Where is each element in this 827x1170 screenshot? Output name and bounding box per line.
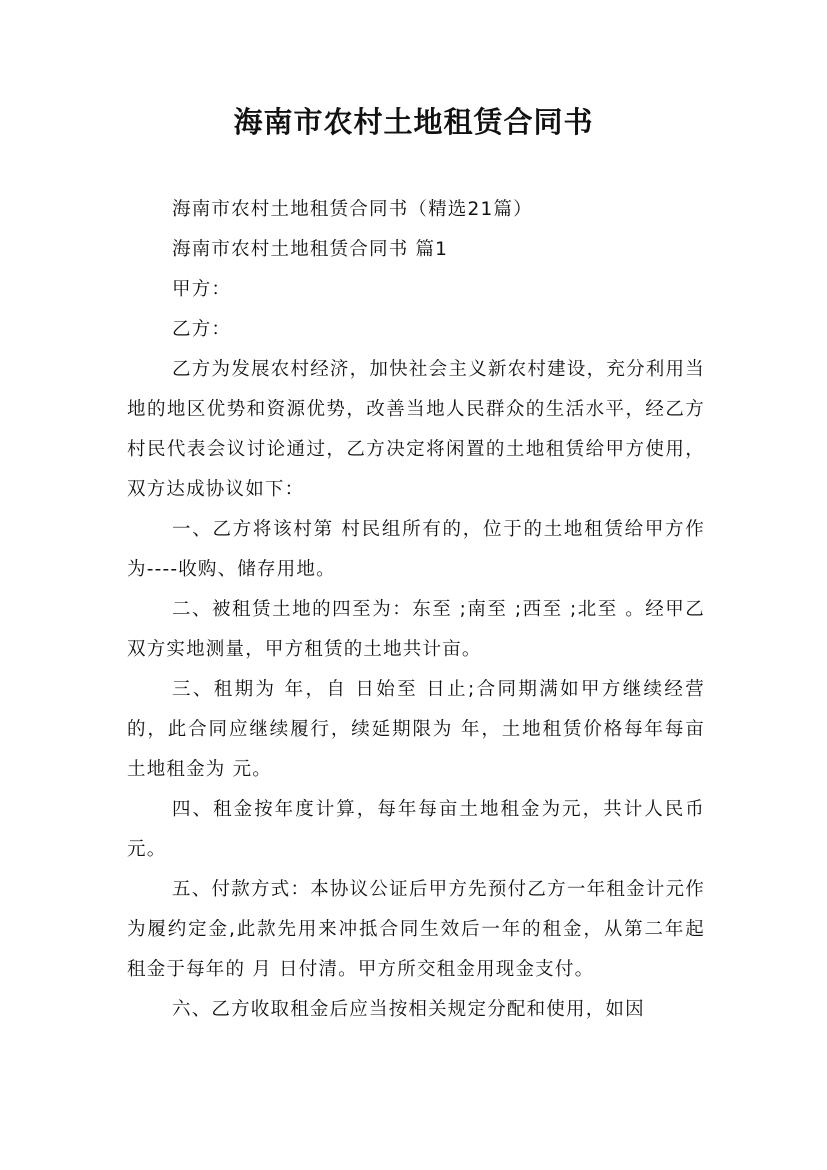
clause-1: 一、乙方将该村第 村民组所有的，位于的土地租赁给甲方作为----收购、储存用地。: [127, 519, 705, 580]
document-body: [127, 190, 705, 1030]
clause-5: 五、付款方式：本协议公证后甲方先预付乙方一年租金计元作为履约定金,此款先用来冲抵合同生效后一年的租金，从第二年起租金于每年的 月 日付清。甲方所交租金用现金支付。: [127, 879, 705, 980]
section-heading: 海南市农村土地租赁合同书 篇1: [172, 239, 449, 260]
subtitle-paragraph: 海南市农村土地租赁合同书（精选21篇）: [172, 199, 533, 220]
clause-6: 六、乙方收取租金后应当按相关规定分配和使用，如因: [172, 999, 645, 1020]
party-b-line: 乙方：: [172, 319, 232, 340]
clause-4: 四、租金按年度计算，每年每亩土地租金为元，共计人民币 元。: [127, 799, 705, 860]
clause-2: 二、被租赁土地的四至为：东至 ;南至 ;西至 ;北至 。经甲乙双方实地测量，甲方租赁的土地共计亩。: [127, 599, 705, 660]
document-title: 海南市农村土地租赁合同书: [233, 105, 594, 139]
preamble-paragraph: 乙方为发展农村经济，加快社会主义新农村建设，充分利用当地的地区优势和资源优势，改善当地人民群众的生活水平，经乙方村民代表会议讨论通过，乙方决定将闲置的土地租赁给甲方使用，双方达成协议如下：: [127, 359, 705, 500]
clause-3: 三、租期为 年，自 日始至 日止;合同期满如甲方继续经营的，此合同应继续履行，续延期限为 年，土地租赁价格每年每亩土地租金为 元。: [127, 679, 705, 780]
party-a-line: 甲方：: [172, 279, 232, 300]
